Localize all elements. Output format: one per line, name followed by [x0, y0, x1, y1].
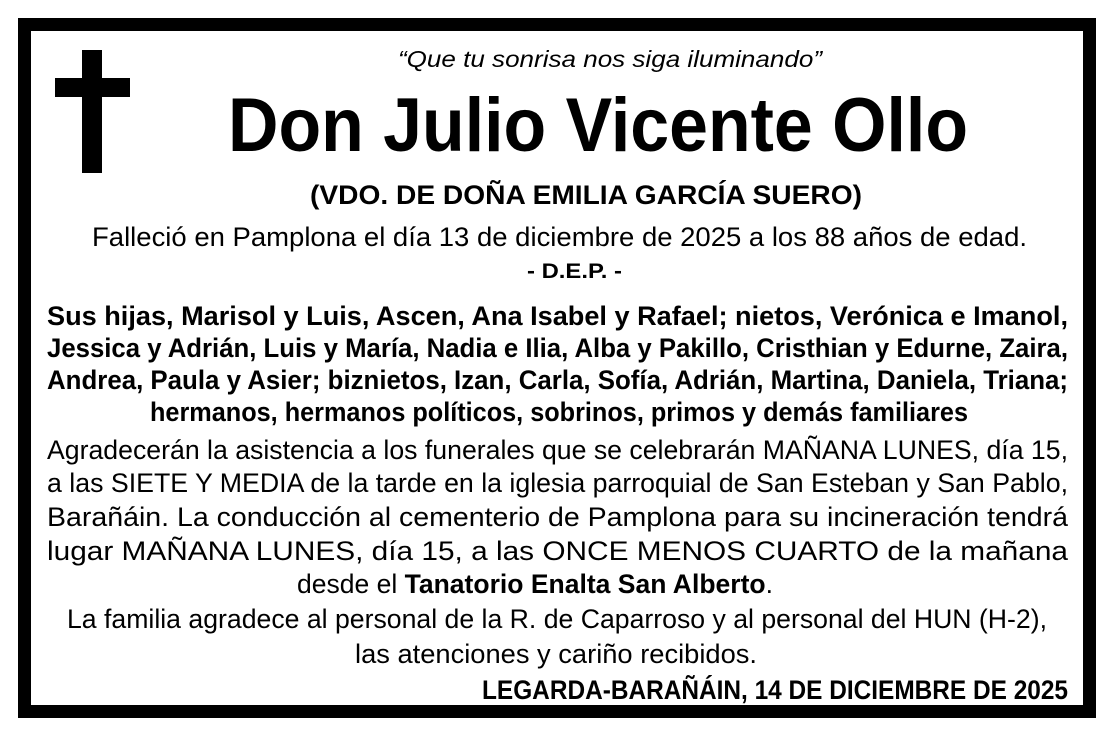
place-date: LEGARDA-BARAÑÁIN, 14 DE DICIEMBRE DE 2025: [482, 675, 1068, 705]
rip-line: - D.E.P. -: [527, 260, 622, 283]
departure-suffix: .: [765, 569, 773, 599]
funeral-line: Barañáin. La conducción al cementerio de Pamplona para su incineración tendrá: [47, 502, 1068, 532]
funeral-line: Agradecerán la asistencia a los funerales que se celebrarán MAÑANA LUNES, día 15,: [47, 435, 1068, 465]
thanks-line: las atenciones y cariño recibidos.: [355, 639, 757, 669]
funeral-home: Tanatorio Enalta San Alberto: [404, 569, 766, 599]
deceased-name: Don Julio Vicente Ollo: [228, 83, 968, 168]
departure-line: [297, 571, 782, 598]
family-line: Sus hijas, Marisol y Luis, Ascen, Ana Isabel y Rafael; nietos, Verónica e Imanol,: [47, 301, 1068, 331]
thanks-line: La familia agradece al personal de la R. de Caparroso y al personal del HUN (H-2),: [67, 604, 1047, 634]
death-line: Falleció en Pamplona el día 13 de diciembre de 2025 a los 88 años de edad.: [92, 222, 1027, 252]
family-line: Jessica y Adrián, Luis y María, Nadia e Ilia, Alba y Pakillo, Cristhian y Edurne, Zaira,: [47, 333, 1068, 363]
funeral-line: a las SIETE Y MEDIA de la tarde en la iglesia parroquial de San Esteban y San Pablo,: [47, 468, 1068, 498]
family-line: Andrea, Paula y Asier; biznietos, Izan, Carla, Sofía, Adrián, Martina, Daniela, Triana;: [47, 365, 1068, 395]
quote: “Que tu sonrisa nos siga iluminando”: [398, 46, 822, 72]
widower-line: (VDO. DE DOÑA EMILIA GARCÍA SUERO): [310, 180, 862, 210]
family-line: hermanos, hermanos políticos, sobrinos, primos y demás familiares: [150, 397, 968, 427]
departure-prefix: desde el: [297, 569, 405, 599]
funeral-line: lugar MAÑANA LUNES, día 15, a las ONCE MENOS CUARTO de la mañana: [47, 536, 1068, 566]
